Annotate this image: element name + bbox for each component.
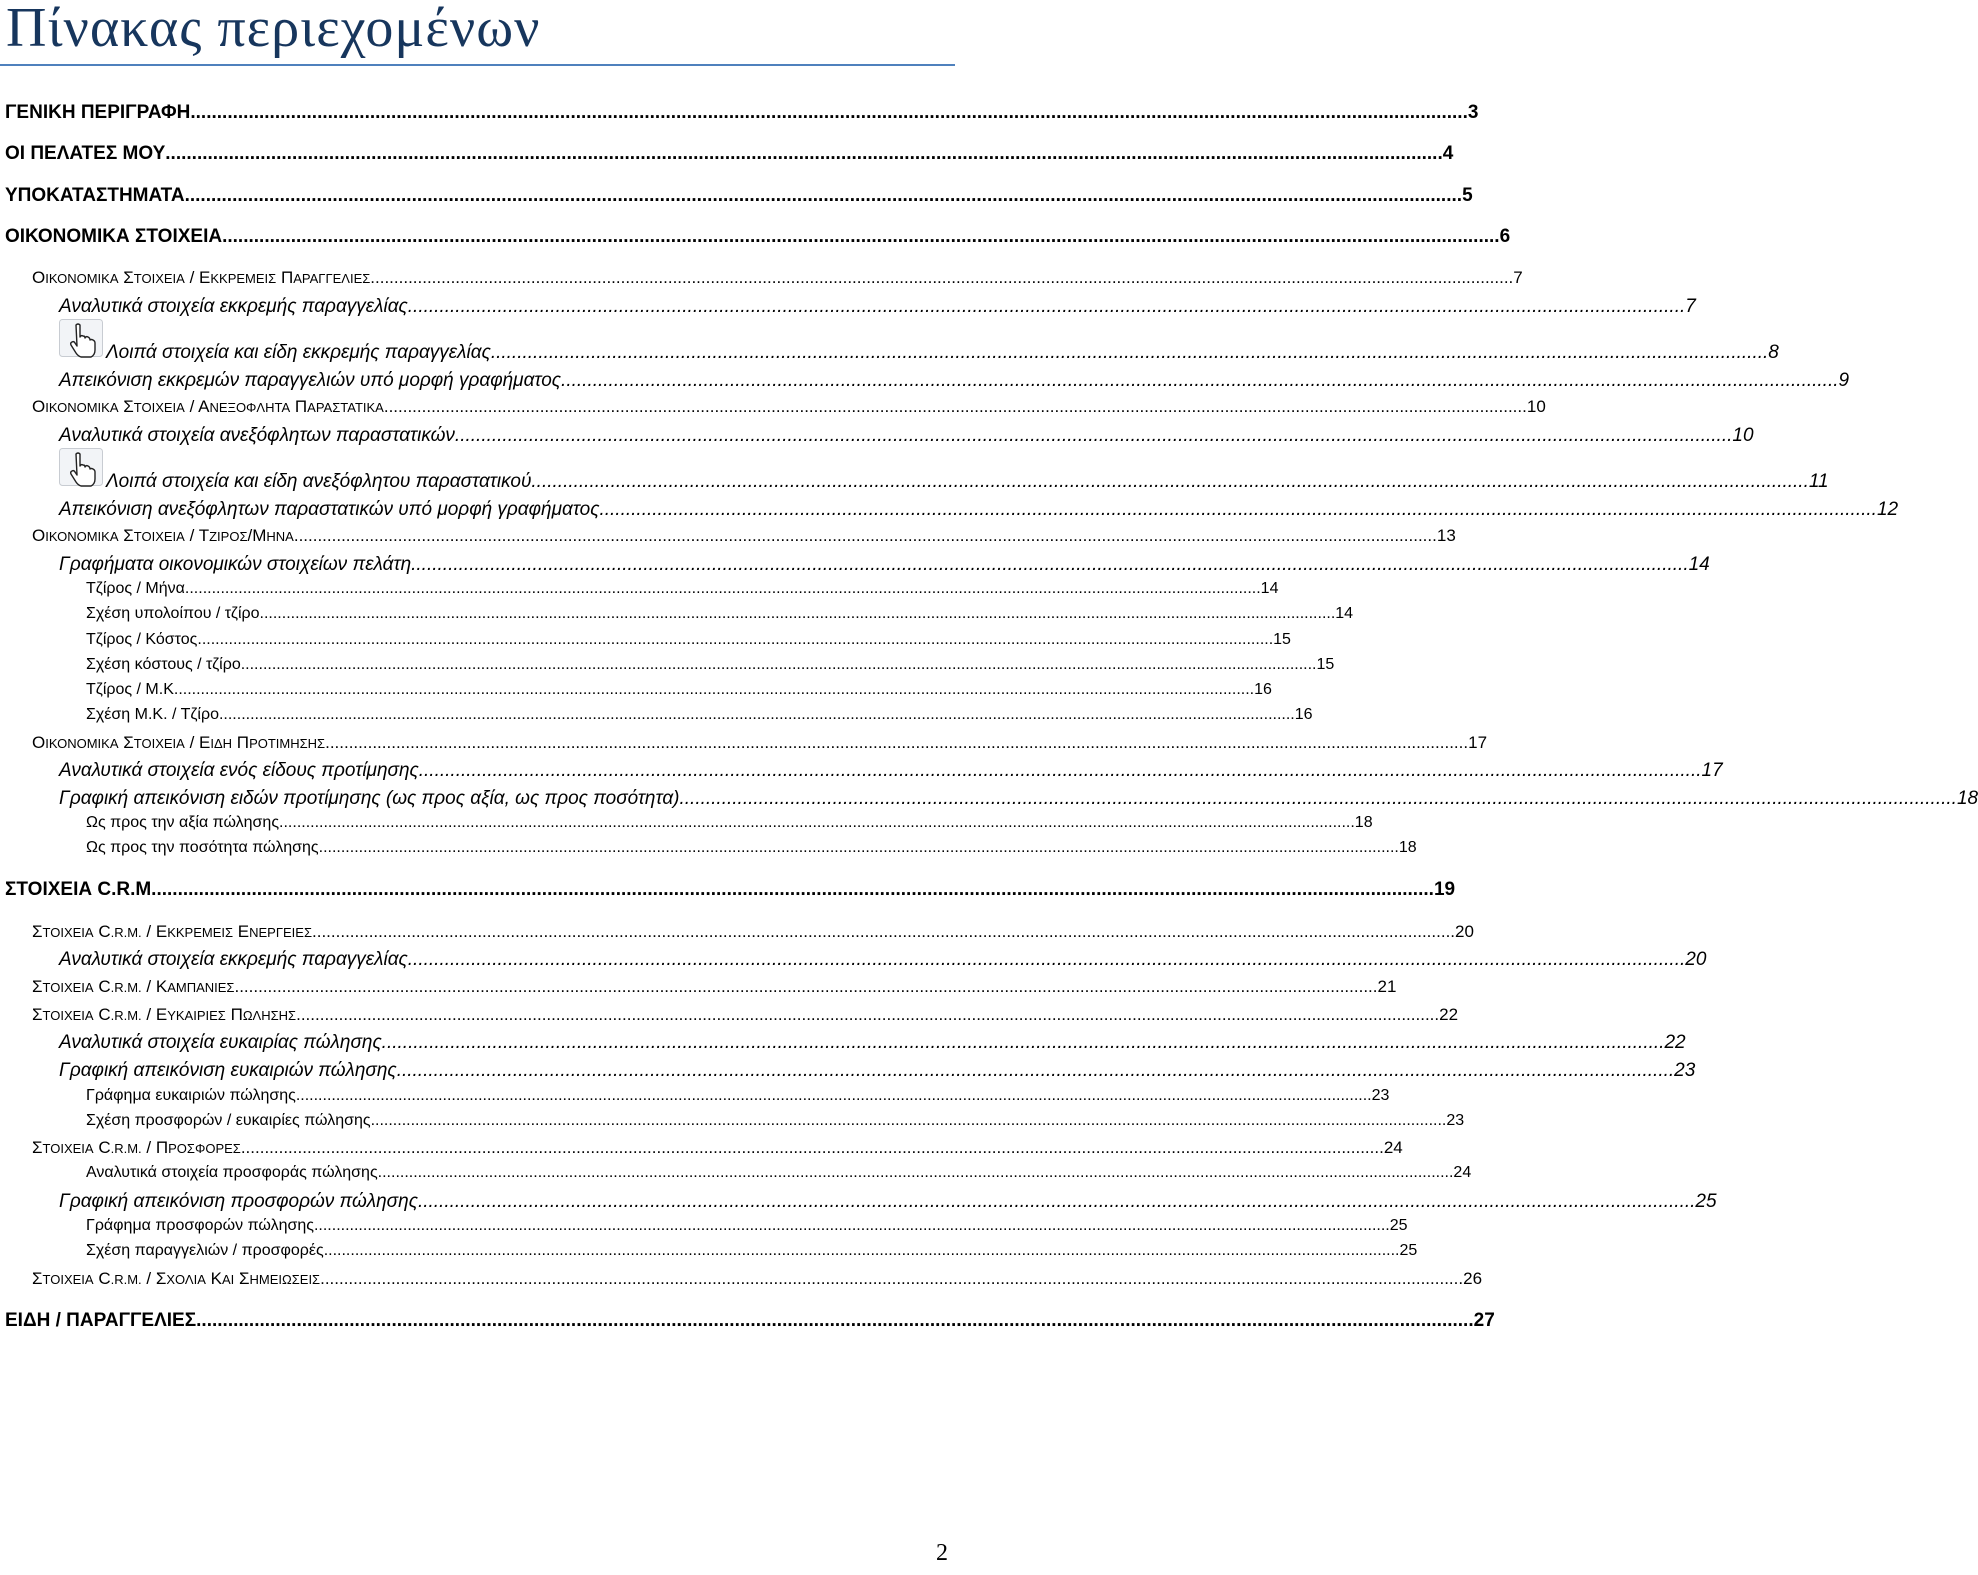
toc-leader-dots: .................................................................................................................................................................................................................................................. <box>417 1191 1696 1212</box>
toc-leader-dots: .................................................................................................................................................................................................................................................. <box>190 102 1468 123</box>
toc-entry-page: 15 <box>1273 631 1291 648</box>
page-number: 2 <box>936 1540 948 1566</box>
toc-entry-label: Γραφική απεικόνιση προσφορών πώλησης <box>59 1191 418 1212</box>
toc-entry-page: 23 <box>1674 1060 1696 1081</box>
toc-entry-page: 12 <box>1876 499 1899 520</box>
toc-entry-page: 5 <box>1462 185 1473 206</box>
toc-leader-dots: .................................................................................................................................................................................................................................................. <box>679 788 1957 809</box>
toc-entry-label: ΓΕΝΙΚΗ ΠΕΡΙΓΡΑΦΗ <box>5 102 191 123</box>
page-title: Πίνακας περιεχομένων <box>6 0 541 59</box>
toc-leader-dots: .................................................................................................................................................................................................................................................. <box>424 760 1702 781</box>
toc-leader-dots: .................................................................................................................................................................................................................................................. <box>178 681 1255 698</box>
toc-entry-page: 15 <box>1316 656 1335 673</box>
toc-entry-label: Γραφική απεικόνιση ειδών προτίμησης (ως προς αξία, ως προς ποσότητα) <box>59 788 680 809</box>
toc-leader-dots: .................................................................................................................................................................................................................................................. <box>531 471 1809 492</box>
toc-entry-label: Σχέση κόστους / τζίρο <box>86 656 241 673</box>
toc-leader-dots: .................................................................................................................................................................................................................................................. <box>407 949 1686 970</box>
toc-entry-page: 20 <box>1455 922 1474 941</box>
toc-entry-page: 16 <box>1254 681 1272 698</box>
toc-leader-dots: .................................................................................................................................................................................................................................................. <box>313 1217 1390 1234</box>
toc-leader-dots: .................................................................................................................................................................................................................................................. <box>561 370 1839 391</box>
toc-entry-label: Γράφημα προσφορών πώλησης <box>86 1217 314 1234</box>
toc-leader-dots: .................................................................................................................................................................................................................................................. <box>396 1060 1675 1081</box>
toc-entry[interactable] <box>59 1060 1696 1082</box>
toc-entry[interactable] <box>32 526 1456 546</box>
toc-entry[interactable] <box>59 760 1723 782</box>
toc-entry-page: 10 <box>1732 425 1754 446</box>
toc-entry-label: Αναλυτικά στοιχεία ανεξόφλητων παραστατικών <box>59 425 455 446</box>
toc-entry-page: 14 <box>1335 605 1354 622</box>
toc-entry[interactable] <box>59 1191 1717 1213</box>
toc-entry[interactable] <box>106 471 1829 493</box>
toc-entry-label: Σχέση Μ.Κ. / Τζίρο <box>86 706 219 723</box>
toc-entry-label: Αναλυτικά στοιχεία εκκρεμής παραγγελίας <box>59 949 408 970</box>
toc-entry[interactable] <box>59 499 1899 521</box>
toc-leader-dots: .................................................................................................................................................................................................................................................. <box>184 185 1463 206</box>
toc-entry-page: 25 <box>1695 1191 1717 1212</box>
toc-entry[interactable] <box>59 554 1710 576</box>
toc-entry-page: 4 <box>1442 143 1454 164</box>
toc-leader-dots: .................................................................................................................................................................................................................................................. <box>218 706 1295 723</box>
toc-entry-page: 20 <box>1685 949 1707 970</box>
toc-entry-label: ΟΙΚΟΝΟΜΙΚΑ ΣΤΟΙΧΕΙΑ <box>5 226 223 247</box>
toc-entry[interactable] <box>86 1164 1472 1182</box>
toc-entry[interactable] <box>5 185 1473 207</box>
toc-leader-dots: .................................................................................................................................................................................................................................................. <box>295 1087 1372 1104</box>
toc-entry[interactable] <box>86 656 1335 674</box>
toc-entry-label: ΣΤΟΙΧΕΙΑ C.R.M. / ΚΑΜΠΑΝΙΕΣ <box>32 977 235 996</box>
toc-entry-label: ΣΤΟΙΧΕΙΑ C.R.M. / ΣΧΟΛΙΑ ΚΑΙ ΣΗΜΕΙΩΣΕΙΣ <box>32 1269 321 1288</box>
toc-entry-page: 7 <box>1685 296 1696 317</box>
toc-entry-page: 17 <box>1468 733 1488 752</box>
toc-entry-label: Τζίρος / Κόστος <box>86 631 198 648</box>
toc-entry-label: Σχέση υπολοίπου / τζίρο <box>86 605 260 622</box>
toc-entry[interactable] <box>32 1138 1403 1158</box>
toc-entry-label: Ως προς την αξία πώλησης <box>86 814 280 831</box>
toc-leader-dots: .................................................................................................................................................................................................................................................. <box>259 605 1336 622</box>
toc-leader-dots: .................................................................................................................................................................................................................................................. <box>411 554 1689 575</box>
toc-entry[interactable] <box>32 733 1488 753</box>
toc-entry-page: 25 <box>1399 1242 1418 1259</box>
toc-leader-dots: .................................................................................................................................................................................................................................................. <box>370 1112 1447 1129</box>
toc-entry-page: 9 <box>1838 370 1850 391</box>
toc-entry-page: 23 <box>1446 1112 1465 1129</box>
toc-entry[interactable] <box>86 605 1354 623</box>
toc-entry-label: Σχέση παραγγελιών / προσφορές <box>86 1242 324 1259</box>
toc-entry-page: 3 <box>1467 102 1479 123</box>
toc-entry-label: Αναλυτικά στοιχεία εκκρεμής παραγγελίας <box>59 296 408 317</box>
toc-leader-dots: .................................................................................................................................................................................................................................................. <box>377 1164 1454 1181</box>
toc-entry[interactable] <box>59 949 1707 971</box>
toc-entry-label: Γραφική απεικόνιση ευκαιριών πώλησης <box>59 1060 397 1081</box>
toc-leader-dots: .................................................................................................................................................................................................................................................. <box>454 425 1733 446</box>
toc-entry[interactable] <box>59 788 1978 810</box>
toc-entry-label: ΣΤΟΙΧΕΙΑ C.R.M. <box>5 879 157 900</box>
toc-entry[interactable] <box>59 296 1696 318</box>
toc-leader-dots: .................................................................................................................................................................................................................................................. <box>184 580 1261 597</box>
toc-entry[interactable] <box>32 1269 1483 1289</box>
toc-entry-label: Λοιπά στοιχεία και είδη ανεξόφλητου παραστατικού <box>106 471 532 492</box>
toc-entry-page: 22 <box>1439 1005 1459 1024</box>
toc-leader-dots: .................................................................................................................................................................................................................................................. <box>490 342 1769 363</box>
toc-entry[interactable] <box>86 1217 1408 1235</box>
toc-entry-page: 8 <box>1768 342 1779 363</box>
toc-entry[interactable] <box>59 370 1850 392</box>
toc-entry[interactable] <box>5 143 1454 165</box>
toc-leader-dots: .................................................................................................................................................................................................................................................. <box>599 499 1877 520</box>
toc-leader-dots: .................................................................................................................................................................................................................................................. <box>320 1269 1464 1288</box>
toc-leader-dots: .................................................................................................................................................................................................................................................. <box>196 1310 1474 1331</box>
toc-entry[interactable] <box>86 1242 1418 1260</box>
toc-entry-page: 7 <box>1513 268 1523 287</box>
toc-entry-label: ΟΙΚΟΝΟΜΙΚΑ ΣΤΟΙΧΕΙΑ / ΤΖΙΡΟΣ/ΜΗΝΑ <box>32 526 294 545</box>
toc-leader-dots: .................................................................................................................................................................................................................................................. <box>370 268 1514 287</box>
toc-entry-label: Τζίρος / Μ.Κ. <box>86 681 179 698</box>
toc-leader-dots: .................................................................................................................................................................................................................................................. <box>383 397 1527 416</box>
toc-entry[interactable] <box>5 1310 1495 1332</box>
toc-entry-label: Αναλυτικά στοιχεία προσφοράς πώλησης <box>86 1164 378 1181</box>
toc-entry-page: 25 <box>1389 1217 1408 1234</box>
toc-entry[interactable] <box>86 814 1373 832</box>
toc-entry-label: ΟΙ ΠΕΛΑΤΕΣ ΜΟΥ <box>5 143 166 164</box>
toc-entry-page: 6 <box>1499 226 1511 247</box>
toc-entry-page: 24 <box>1453 1164 1472 1181</box>
toc-entry[interactable] <box>32 922 1474 942</box>
toc-entry-label: Αναλυτικά στοιχεία ενός είδους προτίμησης. <box>59 760 425 781</box>
toc-entry[interactable] <box>86 839 1417 857</box>
toc-entry-label: ΟΙΚΟΝΟΜΙΚΑ ΣΤΟΙΧΕΙΑ / ΑΝΕΞΟΦΛΗΤΑ ΠΑΡΑΣΤΑΤΙΚΑ <box>32 397 384 416</box>
toc-entry-page: 14 <box>1260 580 1279 597</box>
toc-leader-dots: .................................................................................................................................................................................................................................................. <box>234 977 1378 996</box>
toc-entry-label: Γράφημα ευκαιριών πώλησης <box>86 1087 296 1104</box>
toc-entry[interactable] <box>32 397 1546 417</box>
toc-entry[interactable] <box>106 342 1779 364</box>
hand-pointer-icon <box>59 319 103 357</box>
toc-entry-label: ΣΤΟΙΧΕΙΑ C.R.M. / ΕΥΚΑΙΡΙΕΣ ΠΩΛΗΣΗΣ <box>32 1005 297 1024</box>
toc-entry[interactable] <box>32 977 1397 997</box>
toc-entry-page: 18 <box>1354 814 1373 831</box>
toc-leader-dots: .................................................................................................................................................................................................................................................. <box>407 296 1686 317</box>
toc-entry-label: ΣΤΟΙΧΕΙΑ C.R.M. / ΠΡΟΣΦΟΡΕΣ <box>32 1138 241 1157</box>
toc-leader-dots: .................................................................................................................................................................................................................................................. <box>325 733 1469 752</box>
toc-leader-dots: .................................................................................................................................................................................................................................................. <box>312 922 1456 941</box>
toc-entry[interactable] <box>86 1087 1390 1105</box>
toc-entry-label: Σχέση προσφορών / ευκαιρίες πώλησης <box>86 1112 371 1129</box>
toc-entry-page: 24 <box>1383 1138 1403 1157</box>
toc-entry[interactable] <box>5 226 1511 248</box>
toc-entry[interactable] <box>32 268 1523 288</box>
toc-entry-page: 18 <box>1956 788 1978 809</box>
toc-entry-page: 10 <box>1526 397 1546 416</box>
toc-entry[interactable] <box>32 1005 1459 1025</box>
toc-entry-label: Απεικόνιση εκκρεμών παραγγελιών υπό μορφή γραφήματος <box>59 370 562 391</box>
toc-leader-dots: .................................................................................................................................................................................................................................................. <box>386 1032 1665 1053</box>
toc-entry-label: ΟΙΚΟΝΟΜΙΚΑ ΣΤΟΙΧΕΙΑ / ΕΚΚΡΕΜΕΙΣ ΠΑΡΑΓΓΕΛΙΕΣ <box>32 268 371 287</box>
toc-entry[interactable] <box>59 425 1754 447</box>
toc-entry-page: 21 <box>1377 977 1397 996</box>
toc-entry[interactable] <box>59 1032 1686 1054</box>
toc-leader-dots: .................................................................................................................................................................................................................................................. <box>197 631 1274 648</box>
toc-entry[interactable] <box>5 879 1456 901</box>
toc-entry-page: 27 <box>1473 1310 1495 1331</box>
toc-entry-label: Γραφήματα οικονομικών στοιχείων πελάτη <box>59 554 412 575</box>
toc-entry-page: 23 <box>1371 1087 1390 1104</box>
toc-leader-dots: .................................................................................................................................................................................................................................................. <box>279 814 1355 831</box>
toc-leader-dots: .................................................................................................................................................................................................................................................. <box>323 1242 1400 1259</box>
toc-entry-page: 17 <box>1701 760 1723 781</box>
toc-entry[interactable] <box>86 631 1291 649</box>
toc-entry[interactable] <box>86 580 1279 598</box>
toc-entry-label: Αναλυτικά στοιχεία ευκαιρίας πώλησης. <box>59 1032 387 1053</box>
toc-entry-label: Λοιπά στοιχεία και είδη εκκρεμής παραγγελίας <box>106 342 491 363</box>
toc-entry-label: ΟΙΚΟΝΟΜΙΚΑ ΣΤΟΙΧΕΙΑ / ΕΙΔΗ ΠΡΟΤΙΜΗΣΗΣ <box>32 733 326 752</box>
toc-entry-label: ΥΠΟΚΑΤΑΣΤΗΜΑΤΑ <box>5 185 185 206</box>
toc-entry-label: Τζίρος / Μήνα <box>86 580 185 597</box>
toc-leader-dots: .................................................................................................................................................................................................................................................. <box>156 879 1434 900</box>
toc-entry-page: 18 <box>1398 839 1417 856</box>
toc-leader-dots: .................................................................................................................................................................................................................................................. <box>240 1138 1384 1157</box>
toc-leader-dots: .................................................................................................................................................................................................................................................. <box>323 839 1399 856</box>
toc-entry[interactable] <box>5 102 1479 124</box>
toc-entry[interactable] <box>86 706 1313 724</box>
toc-entry-label: ΕΙΔΗ / ΠΑΡΑΓΓΕΛΙΕΣ <box>5 1310 197 1331</box>
hand-pointer-icon <box>59 448 103 486</box>
toc-entry[interactable] <box>86 681 1272 699</box>
toc-entry-page: 16 <box>1294 706 1313 723</box>
toc-entry[interactable] <box>86 1112 1465 1130</box>
toc-entry-page: 22 <box>1664 1032 1686 1053</box>
toc-entry-label: Ως προς την ποσότητα πώλησης. <box>86 839 324 856</box>
toc-entry-label: ΣΤΟΙΧΕΙΑ C.R.M. / ΕΚΚΡΕΜΕΙΣ ΕΝΕΡΓΕΙΕΣ <box>32 922 313 941</box>
toc-leader-dots: .................................................................................................................................................................................................................................................. <box>165 143 1443 164</box>
toc-entry-page: 26 <box>1463 1269 1483 1288</box>
toc-entry-label: Απεικόνιση ανεξόφλητων παραστατικών υπό μορφή γραφήματος <box>59 499 600 520</box>
toc-entry-page: 19 <box>1433 879 1456 900</box>
toc-leader-dots: .................................................................................................................................................................................................................................................. <box>240 656 1317 673</box>
toc-entry-page: 11 <box>1808 471 1829 492</box>
toc-leader-dots: .................................................................................................................................................................................................................................................. <box>222 226 1500 247</box>
toc-leader-dots: .................................................................................................................................................................................................................................................. <box>293 526 1437 545</box>
toc-entry-page: 14 <box>1688 554 1710 575</box>
toc-leader-dots: .................................................................................................................................................................................................................................................. <box>296 1005 1440 1024</box>
toc-entry-page: 13 <box>1436 526 1456 545</box>
